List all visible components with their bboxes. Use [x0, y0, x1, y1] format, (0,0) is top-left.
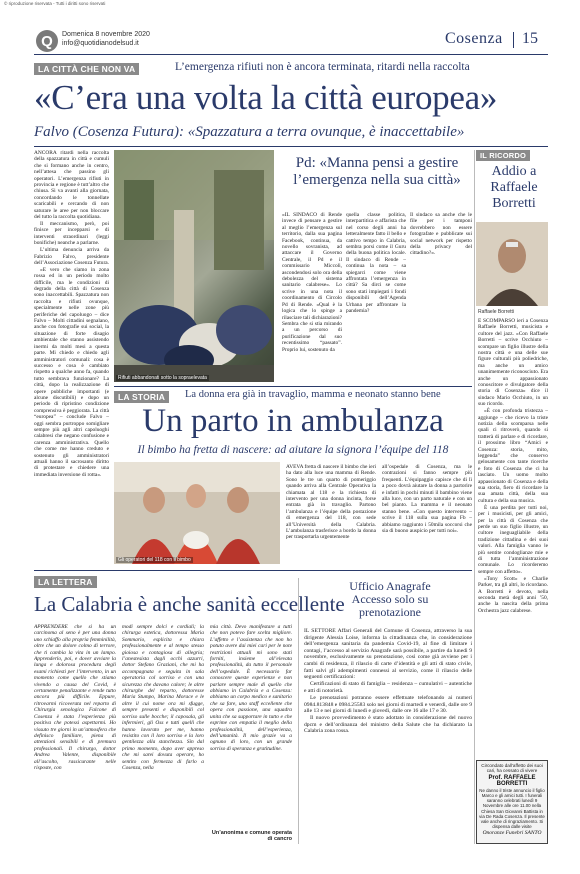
birth-top-rule: [114, 386, 472, 387]
main-headline: «C’era una volta la città europea»: [34, 78, 498, 117]
sidebar-tag: IL RICORDO: [476, 150, 530, 161]
main-story-photo: [114, 150, 274, 382]
sidebar-photo: [476, 222, 548, 306]
sidebar-paragraph-3: È una perdita per tutti noi, per i musicisti, per gli amici, per la città di Cosenza che perde un suo figlio illustre, un cultore ineguagliabile della tradizione cittadina e dei suoi valori. Alla famiglia vanno le più sentite condoglianze mie e di tutta l’amministrazione comunale. Lo ricorderemo sempre con affetto».: [478, 504, 548, 575]
sidebar-headline: Addio a Raffaele Borretti: [490, 164, 538, 211]
issue-date: Domenica 8 novembre 2020: [62, 31, 150, 38]
registry-paragraph-3: Le prenotazioni potranno essere effettuate telefonando ai numeri 0984.813848 e 0984.25583 solo nei giorni di martedì e venerdì, dalle ore 9 alle 13 e nei giorni di lunedì e giovedì, dalle ore 16 alle 17 e 30.: [304, 694, 472, 715]
birth-headline: Un parto in ambulanza: [142, 403, 444, 439]
main-subheadline: Falvo (Cosenza Futura): «Spazzatura a terra ovunque, è inaccettabile»: [34, 124, 465, 140]
header-separator: [513, 32, 514, 48]
sidebar-paragraph-1: È SCOMPARSO ieri a Cosenza Raffaele Borretti, musicista e cultore del jazz. «Con Raffaele Borretti – scrive Occhiuto – scompare un figlio illustre della nostra città e una delle sue figure culturali più poliedriche, ma anche un amico unanimemente riconosciuto. Era anche un appassionato conoscitore e divulgatore della storia di Cosenza» dice il sindaco Mario Occhiuto, in un suo ricordo.: [478, 318, 548, 408]
logo-badge: [36, 30, 58, 52]
registry-paragraph-4: Il nuovo provvedimento è stato adottato in considerazione del nuovo dpcm e dell’ordinanza del ministro della Salute che ha dichiarato la Calabria zona rossa.: [304, 715, 472, 735]
main-kicker-tag: LA CITTÀ CHE NON VA: [34, 63, 139, 75]
sidebar-body: [478, 318, 548, 758]
sidebar-paragraph-4: «Tony Scott» e Charlie Parker, tra gli altri, lo ricordano. A Borretti è devoto, nella seconda metà degli anni ’50, anche la nascita della prima Orchestra jazz calabrese.: [478, 575, 548, 614]
pd-column-2: quella classe politica, interpartitica e affarista che nel corso degli anni ha letteralmente fatto il bello e cattivo tempo in Calabria, sembra porsi come il Guru della buona politica locale. Il sindaco di Rende – continua la nota – sa spiegarci come viene affrontata l’emergenza in città? Sa dirci se come sono stati impiegati i fondi disponibili dell’Agenda Urbana per affrontare la pandemia?: [346, 212, 406, 315]
main-paragraph-1: ANCORA ritardi nella raccolta della spazzatura in città e cumuli che si formano anche in centro, nell’attesa che passino gli operatori. L’emergenza rifiuti in provincia e regione è tutt’altro che chiusa. Si va avanti alla giornata, concordando le tonnellate scaricabili e cercando di non saturare le aree per non bloccare del tutto la raccolta quotidiana.: [34, 150, 109, 221]
sidebar-paragraph-2: «È con profonda tristezza – aggiunge – che ricevo la triste notizia della scomparsa nelle quali ci ritroverò, quando si tratterà di parlare e di ricordare, il prossimo libro “Amici e Cosenza: storia, mito, leggenda” che conservo gelosamente con tante ricerche e foto di Cosenza che ci ha lasciato. Un uomo molto appassionato di Cosenza e della sua storia, fiero di ricordare la sua amata città, della sua cultura e della sua musica.: [478, 408, 548, 504]
contact-email[interactable]: info@quotidianodelsud.it: [62, 40, 139, 47]
section-name: Cosenza: [445, 30, 503, 47]
sidebar-photo-caption: Raffaele Borretti: [478, 309, 515, 315]
birth-subheadline: Il bimbo ha fretta di nascere: ad aiutare la signora l’équipe del 118: [137, 444, 449, 456]
main-rule: [34, 146, 548, 147]
page-number: 15: [522, 30, 538, 47]
notice-intro: Circondato dall’affetto dei suoi cari, ha cessato di vivere: [481, 763, 543, 774]
portrait-image: [476, 222, 548, 306]
registry-divider: [298, 578, 299, 844]
letter-signature: Un’anonima e comune operata di cancro: [211, 830, 292, 842]
death-notice: [476, 760, 548, 844]
birth-column-1: AVEVA fretta di nascere il bimbo che ieri ha dato alla luce una mamma di Rende. Sono le tre un quarto di pomeriggio quando arriva alla Centrale Operativa la chiamata al 118 e la richiesta di intervento per una donna incinta, forse entrata già in travaglio. Partono l’ambulanza e l’équipe della postazione di emergenza del 118, con sede all’Università della Calabria. L’ambulanza trasferisce a bordo la donna per trasportarla urgentemente: [286, 464, 376, 541]
main-paragraph-3: L’ultima denuncia arriva da Fabrizio Falvo, presidente dell’Associazione Cosenza Futura.: [34, 247, 109, 266]
copyright-notice: © riproduzione riservata - Tutti i diritti sono riservati: [4, 1, 106, 6]
header-rule: [34, 54, 548, 55]
main-kicker-headline: L’emergenza rifiuti non è ancora terminata, ritardi nella raccolta: [175, 61, 470, 73]
main-photo-caption: Rifiuti abbandonati sotto la sopraelevata: [118, 375, 207, 381]
notice-name: Prof. RAFFAELE BORRETTI: [488, 774, 536, 787]
letter-headline: La Calabria è anche sanità eccellente: [34, 592, 345, 616]
main-story-body: [34, 150, 109, 496]
pd-headline: Pd: «Manna pensi a gestire l’emergenza nella sua città»: [293, 155, 461, 188]
birth-kicker-tag: LA STORIA: [114, 391, 169, 403]
main-paragraph-4: «E vero che siamo in zona rossa ed in un periodo molto difficile, ma le condizioni di degrado della città di Cosenza sono inaccettabili. Spazzatura non raccolta e rifiuti ovunque, specialmente nelle zone più periferiche del capoluogo – dice Falvo – Molti cittadini segnalano, anche con fotografie sui social, la situazione di forte disagio ambientale che stanno assistendo inermi da molti mesi a questa parte. Mi chiedo e chiedo agli amministratori comunali: cosa è successo e cosa è cambiato rispetto a qualche anno fa, quando tutto sembrava funzionare? La città, dopo la realizzazione di opere pubbliche importanti (e alcune discutibili) e dopo un periodo di ripristino condizione comprensiva è peggiorata. La città “europea” – conclude Falvo – oggi sembra purtroppo somigliare sempre più agli altri capoluoghi calabresi che negano confusione e carenza amministrativa. Quello che come me hanno creduto e sostenuto gli amministratori attuali hanno il sacrosanto diritto di protestare e chiedere una immediata inversione di rotta».: [34, 266, 109, 478]
pd-column-3: Il sindaco sa anche che le file per i tamponi dovrebbero non essere fotografate e pubblicate sui social network per rispetto della privacy del cittadino?».: [410, 212, 472, 257]
notice-agency: Onoranze Funebri SANTO: [482, 830, 542, 837]
birth-kicker-headline: La donna era già in travaglio, mamma e neonato stanno bene: [185, 389, 441, 400]
letter-column-1: APPRENDERE che si ha un carcinoma al seno è per una donna uno schiaffo alla propria femminilità, oltre che un dolore colmo di terrore, che ti cambia la vita in un lampo. Apprenderlo, poi, e dover avviare la lunga e dolorosa procedura degli esami richiesti per l’intervento, in un momento come quello che stiamo vivendo a causa del Covid, è certamente penalizzante e rende tutto ancora più difficile. Eppure, ritrovarmi ricoverata nel reparto di Chirurgia senologica Falcone di Cosenza è stata l’esperienza più positiva che potessi aspettarmi. Ho vissuto tre giorni in un’atmosfera che definisco familiare, piena di attenzioni sensibili e di premura professionali. Il chirurgo, dottor Andrea Valente, disponibile all’ascolto, rassicurante nelle risposte, con: [34, 624, 116, 771]
pd-column-1: «IL SINDACO di Rende invece di pensare a gestire al meglio l’emergenza sul territorio, dalla sua pagina Facebook, continua, da novello sovranista, ad attaccare il Governo Centrale, il Pd e il commissario Miccoli, ascondendosi solo ora della debolezza del sistema sanitario calabrese». Lo scrive in una nota il coordinamento di Circolo Pd di Rende. «Qual è la logica che lo spinge a rilasciare tali dichiarazioni? Sembra che si stia mirando a un percorso di purificazione dal suo recentissimo “passato”. Proprio lui, sostenuto da: [282, 212, 342, 353]
notice-body: Ne danno il triste annuncio il figlio Marco e gli amici tutti. I funerali saranno celebrati lunedì 9 Novembre alle ore 11.00 nella Chiesa San Giovanni Battista in via De Rada Cosenza. Il presente vale anche di ringraziamento. Si dispensa dalle visite: [479, 787, 545, 830]
letter-column-3: mia città. Devo manifestare a tutti che non potevo fare scelta migliore. L’affetto e l’assistenza che non ho potuto avere dai miei cari per le note restrizioni attuali mi sono stati forniti, insieme all’elevata professionalità, da tutto il personale dell’ospedale. È necessario far conoscere queste esperienze e non parlare sempre male di quello che abbiamo in Calabria e a Cosenza: abbiamo un corpo medico e sanitario che sa fare, uno staff eccellente che opera con passione, una squadra unita che sa supportare in tutto e che esprime con empatia il meglio della professionalità, dell’esperienza, dell’umanità. Il mio grazie va a ognuno di loro, con un grande sorriso di speranza e gratitudine.: [210, 624, 292, 752]
letter-column-2: modi sempre dolci e cordiali; la chirurga estetica, dottoressa Maria Sommario, esplicita e chiara professionalmente e al tempo stesso gioiosa e contagiosa di allegria; l’anestesista dagli occhi azzurri, dottor Stefano Graziani, che mi ha accompagnata e seguita in sala operatoria col sorriso e con una sicurezza che davano calore; le altre chirurghe del reparto, dottoresse Maria Stumpo, Marina Morace e le altre il cui nome ora mi sfugge, sempre presenti e disponibili col sorriso sulle bocche; il caposala, gli infermieri, gli Oss e tutti quelli che hanno lavorato per me, hanno resistito con il loro sorriso e la loro gentilezza alla stanchezza. Sin dal primo momento, dopo aver appreso che mi sarei dovuta operare, ho sentito con fermezza di farlo a Cosenza, nella: [122, 624, 204, 771]
logo-letter: Q: [41, 32, 53, 50]
letter-tag: LA LETTERA: [34, 576, 97, 588]
birth-column-2: all’ospedale di Cosenza, ma le contrazioni si fanno sempre più frequenti. L’équipaggio capisce che di lì a poco dovrà aiutare la donna a partorire e infatti in pochi minuti il bambino viene alla luce, con un parto naturale e con un bel pianto. La mamma e il neonato stanno bene. «Con questo intervento – scrive il 118 sulla sua pagina Fb – abbiamo raggiunto i 50mila soccorsi che sia di buono auspicio per tutti noi».: [382, 464, 472, 535]
main-paragraph-2: Il meccanismo, però, poi finisce per incepparsi e di interventi straordinari (leggi bonifiche) neanche a parlarne.: [34, 220, 109, 247]
birth-photo: [114, 462, 280, 564]
registry-body: [304, 628, 472, 844]
registry-paragraph-2: Certificazioni di stato di famiglia – residenza – cumulativi – autentiche e atti di notorietà.: [304, 681, 472, 694]
header: [0, 0, 580, 60]
garbage-scene-image: [114, 150, 274, 382]
letter-top-rule: [34, 570, 472, 571]
birth-photo-caption: Gli operatori del 118 con il bimbo: [118, 557, 191, 563]
registry-paragraph-1: IL SETTORE Affari Generali del Comune di Cosenza, attraverso la sua dirigente Alessia Loise, informa la cittadinanza che, in considerazione dell’emergenza sanitaria da pandemia Covid-19, al fine di limitare i contagi, l’accesso al servizio Anagrafe sarà possibile, a partire da lunedì 9 novembre, esclusivamente su prenotazione, così come già avviene per i cambi di residenza, il rilascio di carte d’identità e gli atti di stato civile, fatti salvi gli adempimenti connessi al servizio, come il rilascio delle seguenti certificazioni:: [304, 628, 472, 681]
registry-headline: Ufficio Anagrafe Accesso solo su prenotazione: [349, 579, 431, 619]
sidebar-divider: [474, 150, 475, 844]
ambulance-crew-image: [114, 462, 280, 564]
